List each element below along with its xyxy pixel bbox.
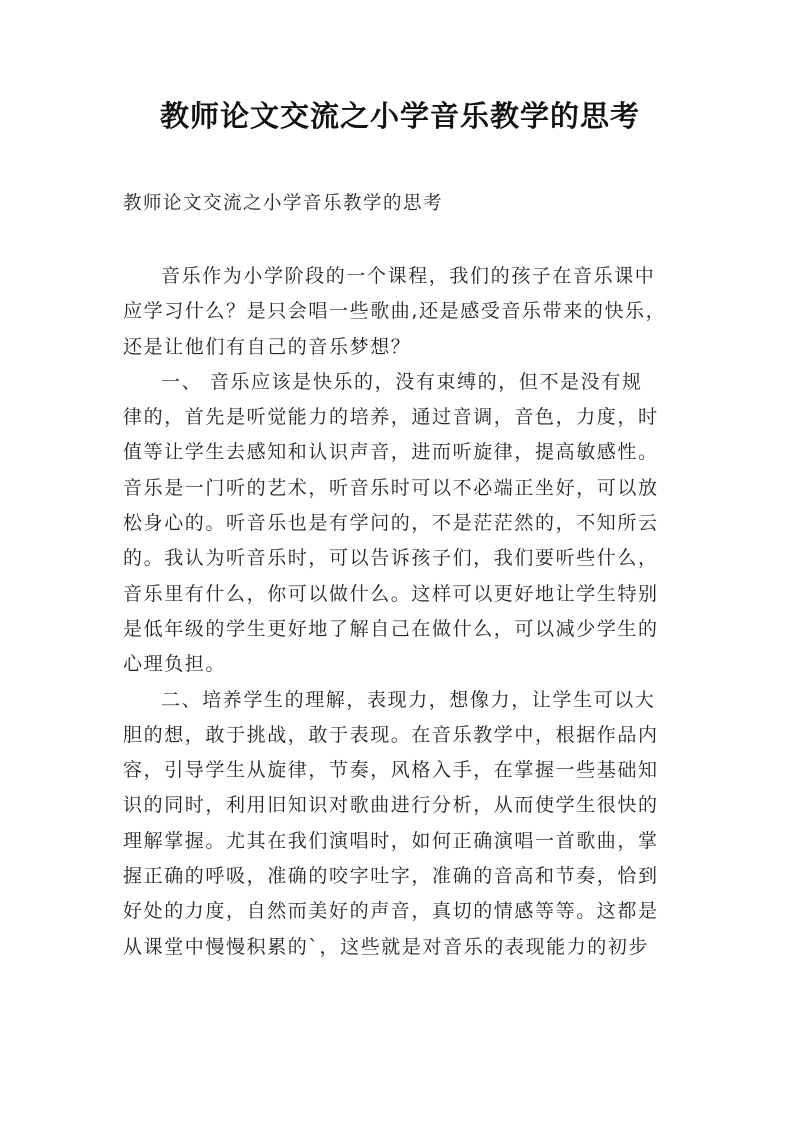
- paragraph-line: 从课堂中慢慢积累的`，这些就是对音乐的表现能力的初步: [123, 935, 650, 958]
- paragraph-line: 音乐是一门听的艺术，听音乐时可以不必端正坐好，可以放: [123, 476, 659, 499]
- paragraph-line: 还是让他们有自己的音乐梦想？: [123, 335, 412, 358]
- paragraph-line: 识的同时，利用旧知识对歌曲进行分析，从而使学生很快的: [123, 794, 659, 817]
- paragraph-line: 音乐作为小学阶段的一个课程，我们的孩子在音乐课中: [161, 265, 656, 287]
- paragraph-line: 容，引导学生从旋律，节奏，风格入手，在掌握一些基础知: [123, 759, 659, 782]
- document-body: [123, 259, 689, 965]
- paragraph-line: 值等让学生去感知和认识声音，进而听旋律，提高敏感性。: [123, 441, 659, 464]
- paragraph-line: 松身心的。听音乐也是有学问的，不是茫茫然的，不知所云: [123, 512, 659, 535]
- paragraph-line: 是低年级的学生更好地了解自己在做什么，可以减少学生的: [123, 617, 659, 640]
- paragraph-line: 应学习什么？是只会唱一些歌曲,还是感受音乐带来的快乐，: [123, 300, 667, 323]
- document-subtitle: 教师论文交流之小学音乐教学的思考: [123, 193, 444, 214]
- paragraph-line: 理解掌握。尤其在我们演唱时，如何正确演唱一首歌曲，掌: [123, 829, 659, 852]
- paragraph-line: 音乐里有什么，你可以做什么。这样可以更好地让学生特别: [123, 582, 659, 605]
- paragraph-line: 的。我认为听音乐时，可以告诉孩子们，我们要听些什么，: [123, 547, 659, 570]
- paragraph-line: 二、培养学生的理解，表现力，想像力，让学生可以大: [161, 688, 656, 711]
- paragraph-line: 一、 音乐应该是快乐的，没有束缚的，但不是没有规: [161, 370, 643, 393]
- paragraph-line: 胆的想，敢于挑战，敢于表现。在音乐教学中，根据作品内: [123, 723, 659, 746]
- document-title: 教师论文交流之小学音乐教学的思考: [159, 99, 640, 133]
- paragraph-line: 律的，首先是听觉能力的培养，通过音调，音色，力度，时: [123, 406, 659, 429]
- paragraph-line: 握正确的呼吸，准确的咬字吐字，准确的音高和节奏，恰到: [123, 865, 659, 888]
- paragraph-line: 好处的力度，自然而美好的声音，真切的情感等等。这都是: [123, 900, 659, 923]
- paragraph-line: 心理负担。: [123, 653, 227, 676]
